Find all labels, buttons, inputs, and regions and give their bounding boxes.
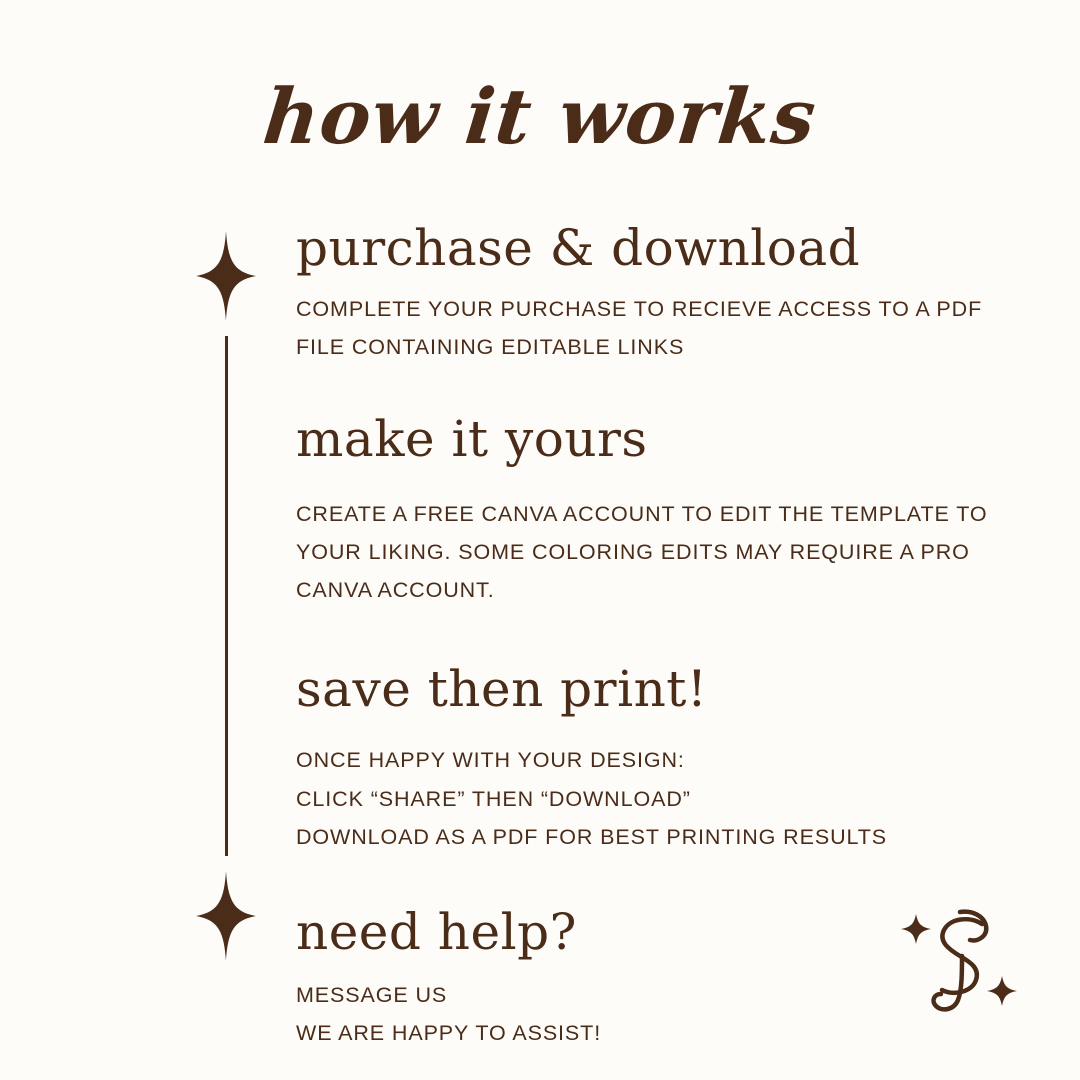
step-body-line: DOWNLOAD AS A PDF FOR BEST PRINTING RESULTS (296, 824, 888, 849)
step-need-help (296, 904, 996, 1053)
step-body (296, 976, 996, 1053)
step-body-line: FILE CONTAINING EDITABLE LINKS (296, 335, 685, 360)
page-title: how it works (259, 72, 821, 161)
step-body-line: CANVA ACCOUNT. (296, 578, 495, 603)
step-body-line: ONCE HAPPY WITH YOUR DESIGN: (296, 748, 685, 773)
decorative-timeline (196, 216, 256, 996)
step-body-line: CREATE A FREE CANVA ACCOUNT TO EDIT THE TEMPLATE TO (296, 501, 988, 526)
four-point-star-icon (196, 871, 256, 961)
step-title: need help? (296, 903, 577, 962)
script-s-monogram-icon (898, 898, 1018, 1018)
step-title: make it yours (296, 409, 648, 468)
step-body-line: YOUR LIKING. SOME COLORING EDITS MAY REQUIRE A PRO (296, 539, 970, 564)
four-point-star-icon (196, 231, 256, 321)
step-body-line: CLICK “SHARE” THEN “DOWNLOAD” (296, 786, 691, 811)
step-body-line: COMPLETE YOUR PURCHASE TO RECIEVE ACCESS TO A PDF (296, 297, 983, 321)
step-body-line: MESSAGE US (296, 983, 448, 1008)
step-purchase-and-download (296, 220, 996, 367)
step-make-it-yours (296, 411, 996, 610)
step-body (296, 495, 996, 610)
steps-list (296, 216, 996, 1057)
step-body (296, 290, 996, 367)
step-title: save then print! (296, 660, 708, 719)
step-title: purchase & download (296, 219, 861, 277)
vertical-divider (225, 336, 228, 856)
step-body (296, 741, 996, 856)
step-body-line: WE ARE HAPPY TO ASSIST! (296, 1021, 602, 1046)
step-save-then-print (296, 661, 996, 856)
